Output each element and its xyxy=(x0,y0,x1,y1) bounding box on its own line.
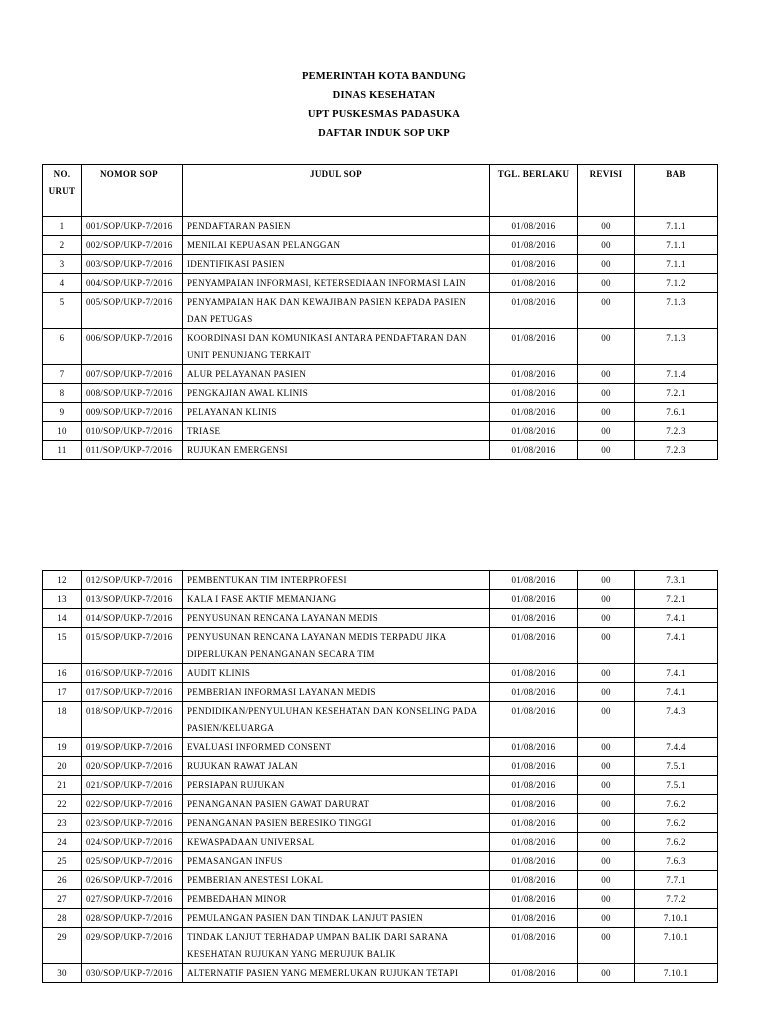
table-row xyxy=(43,274,718,293)
cell-nomor-sop: 016/SOP/UKP-7/2016 xyxy=(82,664,183,683)
cell-revisi: 00 xyxy=(578,814,635,833)
cell-bab: 7.5.1 xyxy=(635,776,718,795)
cell-nomor-sop: 015/SOP/UKP-7/2016 xyxy=(82,628,183,664)
cell-bab: 7.4.1 xyxy=(635,683,718,702)
cell-tgl-berlaku: 01/08/2016 xyxy=(490,441,578,460)
cell-no: 3 xyxy=(43,255,82,274)
table-row xyxy=(43,441,718,460)
cell-judul-sop: PEMBERIAN INFORMASI LAYANAN MEDIS xyxy=(183,683,490,702)
table-row xyxy=(43,683,718,702)
cell-nomor-sop: 011/SOP/UKP-7/2016 xyxy=(82,441,183,460)
cell-no: 20 xyxy=(43,757,82,776)
cell-tgl-berlaku: 01/08/2016 xyxy=(490,795,578,814)
cell-no: 27 xyxy=(43,890,82,909)
cell-tgl-berlaku: 01/08/2016 xyxy=(490,329,578,365)
cell-tgl-berlaku: 01/08/2016 xyxy=(490,217,578,236)
cell-nomor-sop: 010/SOP/UKP-7/2016 xyxy=(82,422,183,441)
table-body-1 xyxy=(43,217,718,460)
table-row xyxy=(43,609,718,628)
cell-nomor-sop: 029/SOP/UKP-7/2016 xyxy=(82,928,183,964)
cell-judul-sop: ALTERNATIF PASIEN YANG MEMERLUKAN RUJUKAN TETAPI xyxy=(183,964,490,983)
cell-bab: 7.1.1 xyxy=(635,255,718,274)
cell-no: 24 xyxy=(43,833,82,852)
sop-table-1 xyxy=(42,164,718,460)
cell-revisi: 00 xyxy=(578,403,635,422)
table-row xyxy=(43,217,718,236)
cell-judul-sop: AUDIT KLINIS xyxy=(183,664,490,683)
table-row xyxy=(43,628,718,664)
cell-bab: 7.10.1 xyxy=(635,964,718,983)
table-row xyxy=(43,928,718,964)
table-row xyxy=(43,403,718,422)
cell-tgl-berlaku: 01/08/2016 xyxy=(490,683,578,702)
table-row xyxy=(43,795,718,814)
cell-nomor-sop: 025/SOP/UKP-7/2016 xyxy=(82,852,183,871)
sop-table-2 xyxy=(42,570,718,983)
cell-revisi: 00 xyxy=(578,329,635,365)
table-row xyxy=(43,871,718,890)
cell-no: 9 xyxy=(43,403,82,422)
cell-no: 1 xyxy=(43,217,82,236)
cell-tgl-berlaku: 01/08/2016 xyxy=(490,274,578,293)
document-title: DAFTAR INDUK SOP UKP xyxy=(318,128,450,139)
cell-revisi: 00 xyxy=(578,217,635,236)
cell-judul-sop: PENANGANAN PASIEN GAWAT DARURAT xyxy=(183,795,490,814)
cell-nomor-sop: 013/SOP/UKP-7/2016 xyxy=(82,590,183,609)
table-row xyxy=(43,702,718,738)
cell-bab: 7.6.2 xyxy=(635,833,718,852)
cell-no: 12 xyxy=(43,571,82,590)
cell-bab: 7.4.1 xyxy=(635,609,718,628)
table-row xyxy=(43,329,718,365)
cell-bab: 7.2.3 xyxy=(635,422,718,441)
cell-bab: 7.6.3 xyxy=(635,852,718,871)
cell-no: 7 xyxy=(43,365,82,384)
cell-revisi: 00 xyxy=(578,384,635,403)
cell-no: 15 xyxy=(43,628,82,664)
cell-revisi: 00 xyxy=(578,422,635,441)
cell-revisi: 00 xyxy=(578,628,635,664)
cell-no: 11 xyxy=(43,441,82,460)
cell-no: 30 xyxy=(43,964,82,983)
cell-tgl-berlaku: 01/08/2016 xyxy=(490,236,578,255)
cell-nomor-sop: 006/SOP/UKP-7/2016 xyxy=(82,329,183,365)
cell-bab: 7.2.1 xyxy=(635,590,718,609)
cell-nomor-sop: 021/SOP/UKP-7/2016 xyxy=(82,776,183,795)
table-row xyxy=(43,833,718,852)
cell-bab: 7.7.2 xyxy=(635,890,718,909)
col-header-no-line2: URUT xyxy=(48,186,76,196)
cell-tgl-berlaku: 01/08/2016 xyxy=(490,964,578,983)
cell-bab: 7.6.1 xyxy=(635,403,718,422)
cell-no: 26 xyxy=(43,871,82,890)
table-row xyxy=(43,776,718,795)
cell-bab: 7.1.1 xyxy=(635,236,718,255)
col-header-judul: JUDUL SOP xyxy=(183,165,490,217)
cell-nomor-sop: 027/SOP/UKP-7/2016 xyxy=(82,890,183,909)
cell-nomor-sop: 026/SOP/UKP-7/2016 xyxy=(82,871,183,890)
cell-nomor-sop: 014/SOP/UKP-7/2016 xyxy=(82,609,183,628)
cell-judul-sop: PENYUSUNAN RENCANA LAYANAN MEDIS xyxy=(183,609,490,628)
cell-judul-sop: PEMASANGAN INFUS xyxy=(183,852,490,871)
cell-tgl-berlaku: 01/08/2016 xyxy=(490,702,578,738)
cell-bab: 7.1.1 xyxy=(635,217,718,236)
cell-tgl-berlaku: 01/08/2016 xyxy=(490,422,578,441)
cell-nomor-sop: 002/SOP/UKP-7/2016 xyxy=(82,236,183,255)
cell-no: 14 xyxy=(43,609,82,628)
cell-bab: 7.7.1 xyxy=(635,871,718,890)
cell-tgl-berlaku: 01/08/2016 xyxy=(490,909,578,928)
cell-nomor-sop: 018/SOP/UKP-7/2016 xyxy=(82,702,183,738)
cell-tgl-berlaku: 01/08/2016 xyxy=(490,871,578,890)
cell-nomor-sop: 024/SOP/UKP-7/2016 xyxy=(82,833,183,852)
cell-bab: 7.1.3 xyxy=(635,293,718,329)
cell-judul-sop: KOORDINASI DAN KOMUNIKASI ANTARA PENDAFTARAN DAN UNIT PENUNJANG TERKAIT xyxy=(183,329,490,365)
cell-revisi: 00 xyxy=(578,795,635,814)
cell-bab: 7.10.1 xyxy=(635,909,718,928)
table-row xyxy=(43,738,718,757)
cell-judul-sop: MENILAI KEPUASAN PELANGGAN xyxy=(183,236,490,255)
cell-judul-sop: TRIASE xyxy=(183,422,490,441)
cell-judul-sop: PEMBEDAHAN MINOR xyxy=(183,890,490,909)
cell-tgl-berlaku: 01/08/2016 xyxy=(490,852,578,871)
cell-nomor-sop: 020/SOP/UKP-7/2016 xyxy=(82,757,183,776)
cell-nomor-sop: 022/SOP/UKP-7/2016 xyxy=(82,795,183,814)
cell-judul-sop: ALUR PELAYANAN PASIEN xyxy=(183,365,490,384)
header-unit: UPT PUSKESMAS PADASUKA xyxy=(307,109,461,120)
cell-bab: 7.3.1 xyxy=(635,571,718,590)
cell-tgl-berlaku: 01/08/2016 xyxy=(490,814,578,833)
cell-bab: 7.1.2 xyxy=(635,274,718,293)
table-header-row xyxy=(43,165,718,217)
cell-nomor-sop: 028/SOP/UKP-7/2016 xyxy=(82,909,183,928)
cell-tgl-berlaku: 01/08/2016 xyxy=(490,738,578,757)
cell-tgl-berlaku: 01/08/2016 xyxy=(490,628,578,664)
cell-revisi: 00 xyxy=(578,738,635,757)
cell-tgl-berlaku: 01/08/2016 xyxy=(490,664,578,683)
cell-nomor-sop: 030/SOP/UKP-7/2016 xyxy=(82,964,183,983)
cell-judul-sop: PERSIAPAN RUJUKAN xyxy=(183,776,490,795)
table-row xyxy=(43,909,718,928)
table-body-2 xyxy=(43,571,718,983)
cell-tgl-berlaku: 01/08/2016 xyxy=(490,384,578,403)
cell-judul-sop: PENGKAJIAN AWAL KLINIS xyxy=(183,384,490,403)
table-row xyxy=(43,236,718,255)
cell-bab: 7.6.2 xyxy=(635,814,718,833)
cell-judul-sop: PENYAMPAIAN HAK DAN KEWAJIBAN PASIEN KEPADA PASIEN DAN PETUGAS xyxy=(183,293,490,329)
cell-bab: 7.6.2 xyxy=(635,795,718,814)
cell-bab: 7.1.3 xyxy=(635,329,718,365)
cell-bab: 7.10.1 xyxy=(635,928,718,964)
cell-tgl-berlaku: 01/08/2016 xyxy=(490,928,578,964)
cell-no: 8 xyxy=(43,384,82,403)
cell-nomor-sop: 001/SOP/UKP-7/2016 xyxy=(82,217,183,236)
cell-revisi: 00 xyxy=(578,928,635,964)
cell-nomor-sop: 019/SOP/UKP-7/2016 xyxy=(82,738,183,757)
cell-revisi: 00 xyxy=(578,255,635,274)
col-header-bab: BAB xyxy=(635,165,718,217)
cell-revisi: 00 xyxy=(578,236,635,255)
cell-tgl-berlaku: 01/08/2016 xyxy=(490,890,578,909)
cell-judul-sop: PENDIDIKAN/PENYULUHAN KESEHATAN DAN KONSELING PADA PASIEN/KELUARGA xyxy=(183,702,490,738)
cell-tgl-berlaku: 01/08/2016 xyxy=(490,590,578,609)
cell-tgl-berlaku: 01/08/2016 xyxy=(490,365,578,384)
table-row xyxy=(43,890,718,909)
cell-bab: 7.4.1 xyxy=(635,628,718,664)
cell-judul-sop: KALA I FASE AKTIF MEMANJANG xyxy=(183,590,490,609)
cell-no: 13 xyxy=(43,590,82,609)
cell-no: 29 xyxy=(43,928,82,964)
cell-revisi: 00 xyxy=(578,702,635,738)
table-row xyxy=(43,255,718,274)
cell-nomor-sop: 023/SOP/UKP-7/2016 xyxy=(82,814,183,833)
table-row xyxy=(43,384,718,403)
cell-judul-sop: RUJUKAN EMERGENSI xyxy=(183,441,490,460)
cell-judul-sop: PEMBERIAN ANESTESI LOKAL xyxy=(183,871,490,890)
cell-revisi: 00 xyxy=(578,964,635,983)
cell-bab: 7.4.1 xyxy=(635,664,718,683)
cell-judul-sop: PENANGANAN PASIEN BERESIKO TINGGI xyxy=(183,814,490,833)
col-header-tgl: TGL. BERLAKU xyxy=(490,165,578,217)
cell-revisi: 00 xyxy=(578,833,635,852)
table-row xyxy=(43,571,718,590)
cell-no: 17 xyxy=(43,683,82,702)
document-header xyxy=(0,67,768,143)
cell-no: 21 xyxy=(43,776,82,795)
cell-bab: 7.1.4 xyxy=(635,365,718,384)
cell-tgl-berlaku: 01/08/2016 xyxy=(490,293,578,329)
cell-nomor-sop: 012/SOP/UKP-7/2016 xyxy=(82,571,183,590)
cell-judul-sop: PEMULANGAN PASIEN DAN TINDAK LANJUT PASIEN xyxy=(183,909,490,928)
cell-revisi: 00 xyxy=(578,890,635,909)
cell-nomor-sop: 004/SOP/UKP-7/2016 xyxy=(82,274,183,293)
cell-bab: 7.4.3 xyxy=(635,702,718,738)
cell-nomor-sop: 005/SOP/UKP-7/2016 xyxy=(82,293,183,329)
cell-revisi: 00 xyxy=(578,664,635,683)
col-header-revisi: REVISI xyxy=(578,165,635,217)
cell-revisi: 00 xyxy=(578,609,635,628)
col-header-nomor: NOMOR SOP xyxy=(82,165,183,217)
cell-judul-sop: TINDAK LANJUT TERHADAP UMPAN BALIK DARI SARANA KESEHATAN RUJUKAN YANG MERUJUK BALIK xyxy=(183,928,490,964)
cell-revisi: 00 xyxy=(578,871,635,890)
cell-tgl-berlaku: 01/08/2016 xyxy=(490,403,578,422)
cell-no: 18 xyxy=(43,702,82,738)
cell-no: 25 xyxy=(43,852,82,871)
table-row xyxy=(43,422,718,441)
cell-bab: 7.2.1 xyxy=(635,384,718,403)
cell-revisi: 00 xyxy=(578,590,635,609)
cell-judul-sop: KEWASPADAAN UNIVERSAL xyxy=(183,833,490,852)
cell-no: 23 xyxy=(43,814,82,833)
cell-revisi: 00 xyxy=(578,293,635,329)
cell-nomor-sop: 003/SOP/UKP-7/2016 xyxy=(82,255,183,274)
cell-tgl-berlaku: 01/08/2016 xyxy=(490,609,578,628)
header-government: PEMERINTAH KOTA BANDUNG xyxy=(301,71,467,82)
cell-revisi: 00 xyxy=(578,274,635,293)
cell-revisi: 00 xyxy=(578,365,635,384)
cell-no: 28 xyxy=(43,909,82,928)
table-row xyxy=(43,757,718,776)
col-header-no-line1: NO. xyxy=(53,169,71,179)
col-header-no xyxy=(43,165,82,217)
table-row xyxy=(43,664,718,683)
cell-judul-sop: EVALUASI INFORMED CONSENT xyxy=(183,738,490,757)
header-agency: DINAS KESEHATAN xyxy=(332,90,436,101)
cell-judul-sop: PENDAFTARAN PASIEN xyxy=(183,217,490,236)
cell-no: 19 xyxy=(43,738,82,757)
cell-no: 5 xyxy=(43,293,82,329)
cell-nomor-sop: 008/SOP/UKP-7/2016 xyxy=(82,384,183,403)
cell-no: 10 xyxy=(43,422,82,441)
cell-tgl-berlaku: 01/08/2016 xyxy=(490,571,578,590)
cell-judul-sop: PELAYANAN KLINIS xyxy=(183,403,490,422)
table-row xyxy=(43,964,718,983)
cell-nomor-sop: 009/SOP/UKP-7/2016 xyxy=(82,403,183,422)
cell-revisi: 00 xyxy=(578,776,635,795)
cell-nomor-sop: 007/SOP/UKP-7/2016 xyxy=(82,365,183,384)
cell-judul-sop: RUJUKAN RAWAT JALAN xyxy=(183,757,490,776)
cell-revisi: 00 xyxy=(578,441,635,460)
cell-judul-sop: PENYAMPAIAN INFORMASI, KETERSEDIAAN INFORMASI LAIN xyxy=(183,274,490,293)
cell-judul-sop: IDENTIFIKASI PASIEN xyxy=(183,255,490,274)
cell-nomor-sop: 017/SOP/UKP-7/2016 xyxy=(82,683,183,702)
cell-tgl-berlaku: 01/08/2016 xyxy=(490,833,578,852)
table-row xyxy=(43,814,718,833)
cell-revisi: 00 xyxy=(578,852,635,871)
cell-revisi: 00 xyxy=(578,757,635,776)
cell-no: 16 xyxy=(43,664,82,683)
table-row xyxy=(43,293,718,329)
cell-tgl-berlaku: 01/08/2016 xyxy=(490,776,578,795)
table-row xyxy=(43,365,718,384)
cell-revisi: 00 xyxy=(578,571,635,590)
table-row xyxy=(43,590,718,609)
cell-no: 2 xyxy=(43,236,82,255)
table-row xyxy=(43,852,718,871)
cell-tgl-berlaku: 01/08/2016 xyxy=(490,757,578,776)
cell-bab: 7.5.1 xyxy=(635,757,718,776)
cell-no: 22 xyxy=(43,795,82,814)
cell-bab: 7.2.3 xyxy=(635,441,718,460)
cell-tgl-berlaku: 01/08/2016 xyxy=(490,255,578,274)
cell-revisi: 00 xyxy=(578,909,635,928)
cell-judul-sop: PENYUSUNAN RENCANA LAYANAN MEDIS TERPADU JIKA DIPERLUKAN PENANGANAN SECARA TIM xyxy=(183,628,490,664)
cell-no: 4 xyxy=(43,274,82,293)
cell-no: 6 xyxy=(43,329,82,365)
cell-judul-sop: PEMBENTUKAN TIM INTERPROFESI xyxy=(183,571,490,590)
cell-bab: 7.4.4 xyxy=(635,738,718,757)
cell-revisi: 00 xyxy=(578,683,635,702)
